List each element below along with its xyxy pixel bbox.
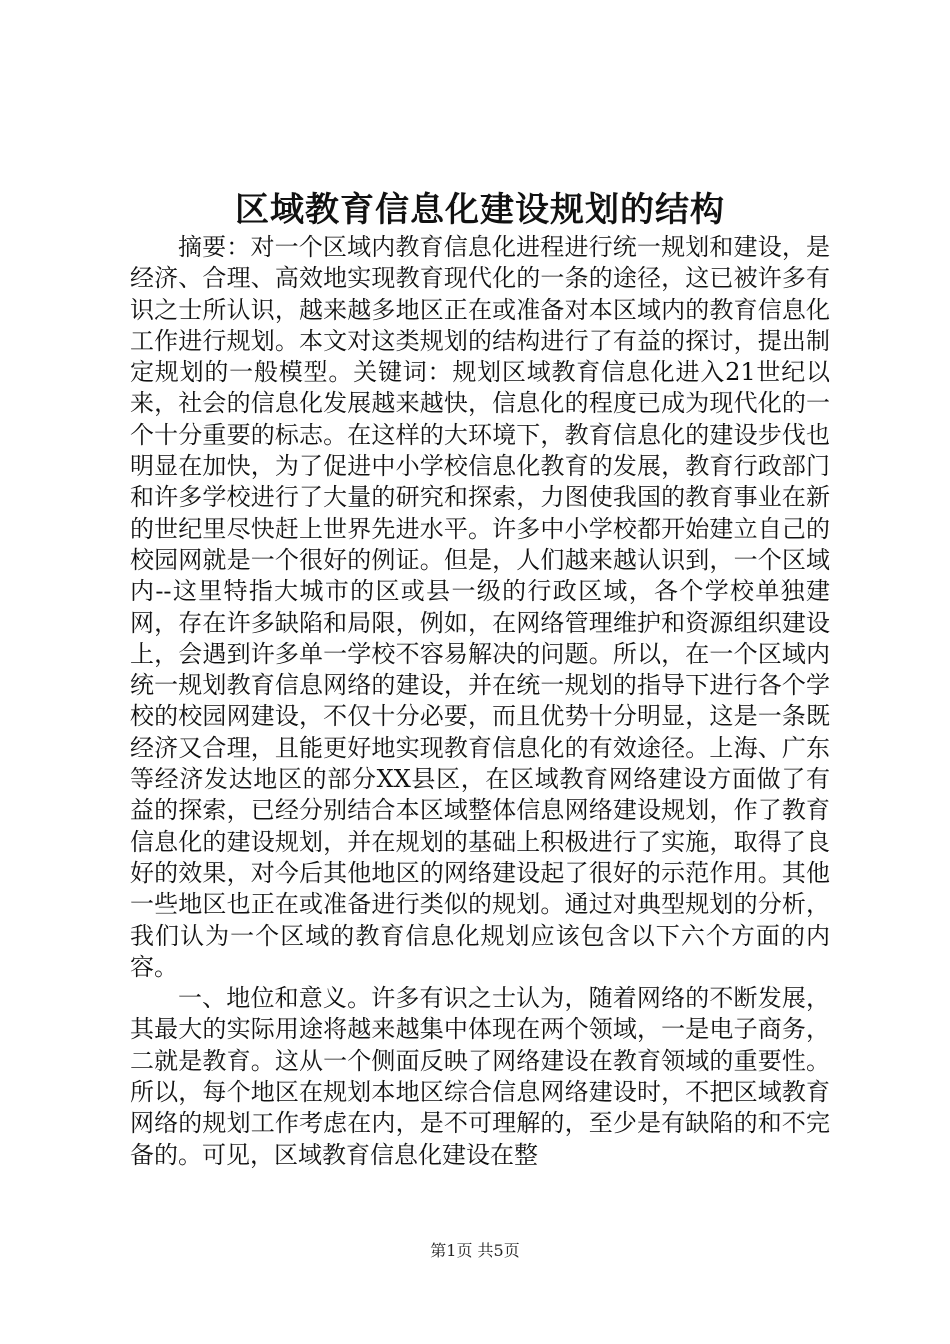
document-body — [130, 232, 830, 1171]
page-number: 第1页 共5页 — [430, 1241, 520, 1260]
paragraph-abstract: 摘要：对一个区域内教育信息化进程进行统一规划和建设，是经济、合理、高效地实现教育现代化的一条的途径，这已被许多有识之士所认识，越来越多地区正在或准备对本区域内的教育信息化工作进行规划。本文对这类规划的结构进行了有益的探讨，提出制定规划的一般模型。关键词：规划区域教育信息化进入21世纪以来，社会的信息化发展越来越快，信息化的程度已成为现代化的一个十分重要的标志。在这样的大环境下，教育信息化的建设步伐也明显在加快，为了促进中小学校信息化教育的发展，教育行政部门和许多学校进行了大量的研究和探索，力图使我国的教育事业在新的世纪里尽快赶上世界先进水平。许多中小学校都开始建立自己的校园网就是一个很好的例证。但是，人们越来越认识到，一个区域内--这里特指大城市的区或县一级的行政区域，各个学校单独建网，存在许多缺陷和局限，例如，在网络管理维护和资源组织建设上，会遇到许多单一学校不容易解决的问题。所以，在一个区域内统一规划教育信息网络的建设，并在统一规划的指导下进行各个学校的校园网建设，不仅十分必要，而且优势十分明显，这是一条既经济又合理，且能更好地实现教育信息化的有效途径。上海、广东等经济发达地区的部分XX县区，在区域教育网络建设方面做了有益的探索，已经分别结合本区域整体信息网络建设规划，作了教育信息化的建设规划，并在规划的基础上积极进行了实施，取得了良好的效果，对今后其他地区的网络建设起了很好的示范作用。其他一些地区也正在或准备进行类似的规划。通过对典型规划的分析，我们认为一个区域的教育信息化规划应该包含以下六个方面的内容。 — [130, 233, 830, 981]
document-title: 区域教育信息化建设规划的结构 — [235, 190, 725, 230]
paragraph-section-one: 一、地位和意义。许多有识之士认为，随着网络的不断发展，其最大的实际用途将越来越集中体现在两个领域，一是电子商务，二就是教育。这从一个侧面反映了网络建设在教育领域的重要性。所以，每个地区在规划本地区综合信息网络建设时，不把区域教育网络的规划工作考虑在内，是不可理解的，至少是有缺陷的和不完备的。可见，区域教育信息化建设在整 — [130, 984, 830, 1169]
